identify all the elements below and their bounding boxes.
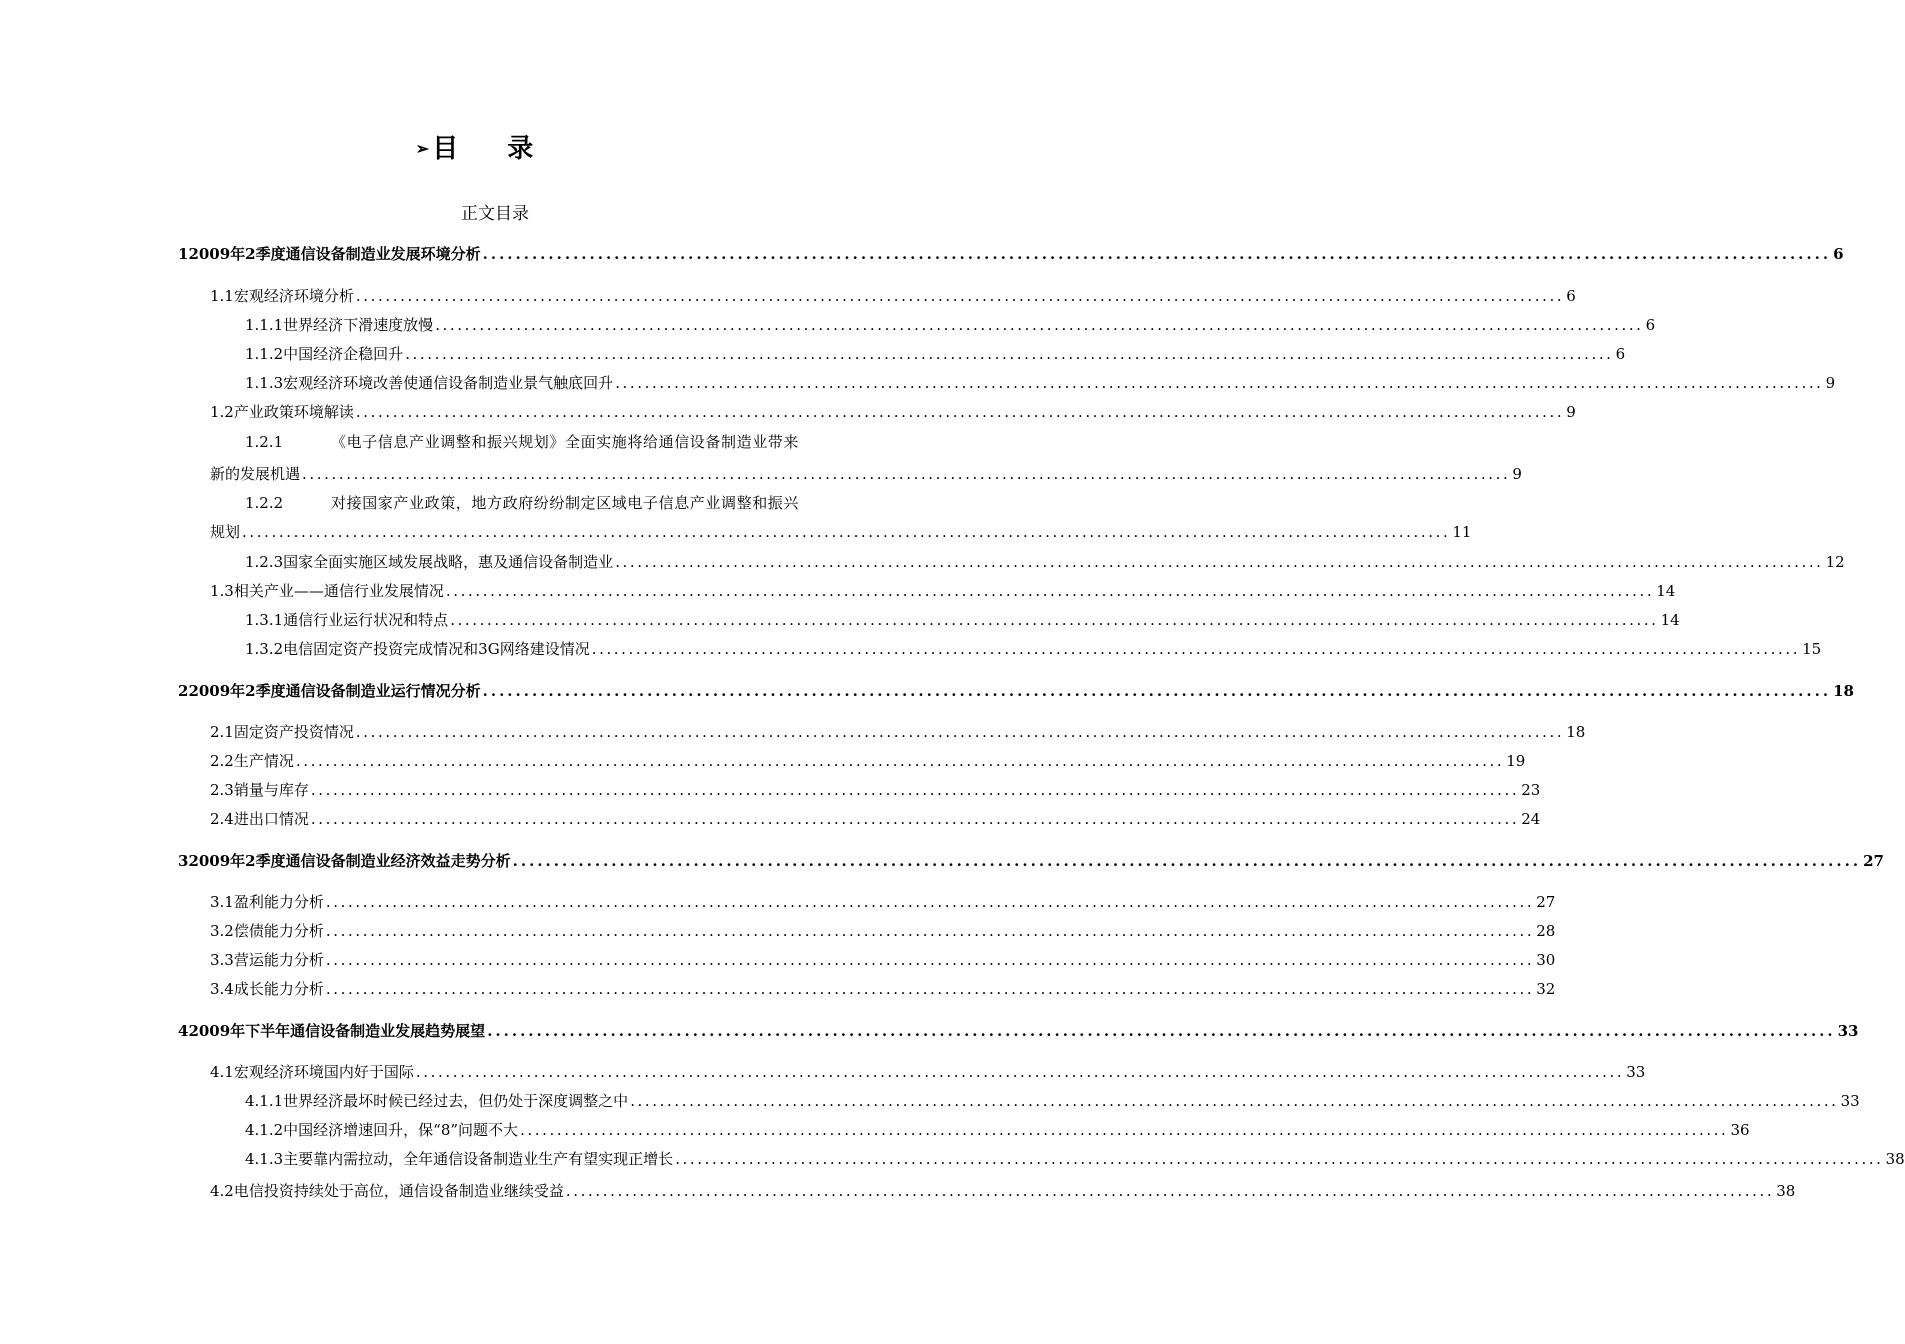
toc-entry-number: 4 — [178, 1022, 189, 1040]
toc-section-entry[interactable] — [245, 1119, 1750, 1141]
dot-leader: .................................................................................................................................................................... — [355, 287, 1565, 305]
toc-page-number: 6 — [1615, 345, 1626, 363]
toc-section-entry[interactable] — [245, 638, 1822, 660]
toc-entry-number: 4.1.3 — [245, 1150, 284, 1168]
toc-entry-line2[interactable] — [210, 521, 1472, 543]
dot-leader: .................................................................................................................................................................... — [242, 523, 1451, 541]
dot-leader: .................................................................................................................................................................... — [675, 1150, 1884, 1168]
toc-page-number: 9 — [1512, 465, 1522, 483]
title-char-1: 目 — [432, 134, 460, 164]
toc-page-number: 24 — [1521, 810, 1541, 828]
toc-entry-text: 主要靠内需拉动，全年通信设备制造业生产有望实现正增长 — [283, 1150, 674, 1168]
toc-entry-text: 电信固定资产投资完成情况和3G网络建设情况 — [283, 640, 590, 658]
toc-entry-number: 1 — [178, 245, 189, 263]
toc-section-entry[interactable] — [210, 808, 1541, 830]
dot-leader: .................................................................................................................................................................... — [302, 465, 1511, 483]
toc-chapter-entry[interactable] — [178, 1020, 1859, 1042]
toc-entry-text-cont: 新的发展机遇 — [210, 465, 301, 483]
toc-entry-text: 国家全面实施区域发展战略，惠及通信设备制造业 — [283, 553, 614, 571]
toc-entry-number: 2.4 — [210, 810, 234, 828]
toc-section-entry[interactable] — [210, 1061, 1646, 1083]
toc-entry-text: 中国经济增速回升，保“8”问题不大 — [283, 1121, 519, 1139]
toc-section-entry[interactable] — [245, 1090, 1860, 1112]
toc-section-entry[interactable] — [210, 401, 1576, 423]
toc-entry-number: 1.3 — [210, 582, 234, 600]
dot-leader: .................................................................................................................................................................... — [405, 345, 1614, 363]
toc-section-entry[interactable] — [210, 721, 1586, 743]
toc-entry-number: 2.3 — [210, 781, 234, 799]
toc-entry-line2[interactable] — [210, 463, 1522, 485]
toc-chapter-entry[interactable] — [178, 243, 1844, 265]
dot-leader: .................................................................................................................................................................... — [615, 374, 1824, 392]
toc-entry-number: 2 — [178, 682, 189, 700]
dot-leader: .................................................................................................................................................................... — [482, 245, 1832, 263]
dot-leader: .................................................................................................................................................................... — [310, 781, 1520, 799]
toc-section-entry[interactable] — [245, 343, 1626, 365]
toc-page-number: 33 — [1840, 1092, 1860, 1110]
toc-page-number: 38 — [1776, 1182, 1796, 1200]
toc-entry-number: 3.3 — [210, 951, 234, 969]
toc-entry-number: 1.2.3 — [245, 553, 284, 571]
toc-entry-text-cont: 规划 — [210, 523, 241, 541]
toc-entry-number: 4.1 — [210, 1063, 234, 1081]
toc-page-number: 27 — [1536, 893, 1556, 911]
toc-section-entry[interactable] — [210, 779, 1541, 801]
toc-entry-text: 宏观经济环境国内好于国际 — [233, 1063, 414, 1081]
toc-page-number: 28 — [1536, 922, 1556, 940]
dot-leader: .................................................................................................................................................................... — [325, 893, 1535, 911]
toc-chapter-entry[interactable] — [178, 850, 1884, 872]
toc-section-entry[interactable] — [210, 978, 1556, 1000]
toc-section-entry[interactable] — [245, 1148, 1905, 1170]
toc-section-entry[interactable] — [210, 891, 1556, 913]
toc-entry-text: 通信行业运行状况和特点 — [283, 611, 449, 629]
toc-entry-text: 世界经济下滑速度放慢 — [283, 316, 434, 334]
toc-entry-number: 4.2 — [210, 1182, 234, 1200]
toc-page-number: 6 — [1833, 245, 1844, 263]
toc-entry-line1[interactable] — [245, 431, 799, 453]
toc-section-entry[interactable] — [245, 314, 1656, 336]
toc-entry-text: 2009年2季度通信设备制造业经济效益走势分析 — [188, 852, 511, 870]
dot-leader: .................................................................................................................................................................... — [591, 640, 1801, 658]
toc-page-number: 27 — [1863, 852, 1884, 870]
toc-subtitle: 正文目录 — [461, 204, 529, 224]
toc-entry-text: 世界经济最坏时候已经过去，但仍处于深度调整之中 — [283, 1092, 629, 1110]
toc-section-entry[interactable] — [245, 372, 1836, 394]
toc-title — [0, 128, 950, 165]
toc-entry-number: 3 — [178, 852, 189, 870]
toc-page-number: 36 — [1730, 1121, 1750, 1139]
toc-entry-text: 2009年下半年通信设备制造业发展趋势展望 — [188, 1022, 486, 1040]
dot-leader: .................................................................................................................................................................... — [487, 1022, 1836, 1040]
toc-page-number: 14 — [1656, 582, 1676, 600]
toc-section-entry[interactable] — [245, 609, 1680, 631]
toc-entry-number: 1.1 — [210, 287, 234, 305]
toc-section-entry[interactable] — [210, 580, 1676, 602]
toc-section-entry[interactable] — [210, 750, 1526, 772]
toc-entry-text: 宏观经济环境改善使通信设备制造业景气触底回升 — [283, 374, 614, 392]
toc-entry-text: 2009年2季度通信设备制造业发展环境分析 — [188, 245, 481, 263]
toc-entry-number: 1.1.2 — [245, 345, 284, 363]
toc-section-entry[interactable] — [210, 1180, 1796, 1202]
toc-page-number: 30 — [1536, 951, 1556, 969]
toc-entry-text: 电信投资持续处于高位，通信设备制造业继续受益 — [233, 1182, 564, 1200]
toc-section-entry[interactable] — [210, 920, 1556, 942]
toc-page-number: 11 — [1452, 523, 1472, 541]
dot-leader: .................................................................................................................................................................... — [295, 752, 1505, 770]
toc-page-number: 15 — [1802, 640, 1822, 658]
toc-chapter-entry[interactable] — [178, 680, 1854, 702]
dot-leader: .................................................................................................................................................................... — [482, 682, 1832, 700]
toc-entry-number: 4.1.1 — [245, 1092, 284, 1110]
toc-entry-text: 2009年2季度通信设备制造业运行情况分析 — [188, 682, 481, 700]
toc-entry-text: 固定资产投资情况 — [233, 723, 354, 741]
dot-leader: .................................................................................................................................................................... — [325, 951, 1535, 969]
toc-section-entry[interactable] — [245, 551, 1845, 573]
dot-leader: .................................................................................................................................................................... — [355, 723, 1565, 741]
toc-entry-text: 进出口情况 — [233, 810, 309, 828]
toc-entry-text: 中国经济企稳回升 — [283, 345, 404, 363]
toc-entry-number: 3.1 — [210, 893, 234, 911]
dot-leader: .................................................................................................................................................................... — [415, 1063, 1625, 1081]
toc-page-number: 6 — [1566, 287, 1576, 305]
toc-entry-text: 偿债能力分析 — [233, 922, 324, 940]
toc-entry-text: 生产情况 — [233, 752, 294, 770]
toc-entry-number: 1.1.1 — [245, 316, 284, 334]
dot-leader: .................................................................................................................................................................... — [325, 980, 1535, 998]
dot-leader: .................................................................................................................................................................... — [630, 1092, 1839, 1110]
toc-page-number: 12 — [1825, 553, 1845, 571]
title-char-2: 录 — [507, 134, 535, 164]
toc-page-number: 19 — [1506, 752, 1526, 770]
toc-entry-number: 3.2 — [210, 922, 234, 940]
toc-entry-number: 2.2 — [210, 752, 234, 770]
toc-entry-number: 4.1.2 — [245, 1121, 284, 1139]
dot-leader: .................................................................................................................................................................... — [355, 403, 1565, 421]
toc-section-entry[interactable] — [210, 949, 1556, 971]
toc-page-number: 9 — [1825, 374, 1836, 392]
toc-entry-number: 1.2.1 — [245, 433, 284, 451]
toc-entry-number: 1.1.3 — [245, 374, 284, 392]
toc-entry-number: 2.1 — [210, 723, 234, 741]
toc-page-number: 9 — [1566, 403, 1576, 421]
dot-leader: .................................................................................................................................................................... — [615, 553, 1824, 571]
toc-page-number: 33 — [1837, 1022, 1859, 1040]
toc-entry-text: 成长能力分析 — [233, 980, 324, 998]
toc-entry-number: 1.2.2 — [245, 494, 284, 512]
toc-page-number: 32 — [1536, 980, 1556, 998]
toc-entry-line1[interactable] — [245, 492, 799, 514]
dot-leader: .................................................................................................................................................................... — [520, 1121, 1729, 1139]
arrow-bullet-icon: ➢ — [415, 139, 431, 158]
dot-leader: .................................................................................................................................................................... — [565, 1182, 1775, 1200]
dot-leader: .................................................................................................................................................................... — [512, 852, 1862, 870]
toc-page-number: 14 — [1660, 611, 1680, 629]
toc-entry-text: 宏观经济环境分析 — [233, 287, 354, 305]
toc-entry-number: 1.2 — [210, 403, 234, 421]
toc-section-entry[interactable] — [210, 285, 1576, 307]
toc-entry-number: 3.4 — [210, 980, 234, 998]
toc-page-number: 33 — [1626, 1063, 1646, 1081]
dot-leader: .................................................................................................................................................................... — [445, 582, 1655, 600]
toc-entry-text: 盈利能力分析 — [233, 893, 324, 911]
toc-page-number: 38 — [1885, 1150, 1905, 1168]
toc-entry-text: 相关产业——通信行业发展情况 — [233, 582, 444, 600]
toc-page-number: 18 — [1833, 682, 1854, 700]
toc-entry-text: 营运能力分析 — [233, 951, 324, 969]
toc-page-number: 23 — [1521, 781, 1541, 799]
dot-leader: .................................................................................................................................................................... — [310, 810, 1520, 828]
dot-leader: .................................................................................................................................................................... — [450, 611, 1659, 629]
toc-entry-text: 产业政策环境解读 — [233, 403, 354, 421]
toc-entry-number: 1.3.1 — [245, 611, 284, 629]
toc-page-number: 18 — [1566, 723, 1586, 741]
dot-leader: .................................................................................................................................................................... — [435, 316, 1644, 334]
toc-entry-text: 《电子信息产业调整和振兴规划》全面实施将给通信设备制造业带来 — [331, 433, 800, 451]
dot-leader: .................................................................................................................................................................... — [325, 922, 1535, 940]
toc-entry-text: 销量与库存 — [233, 781, 309, 799]
toc-entry-text: 对接国家产业政策，地方政府纷纷制定区域电子信息产业调整和振兴 — [331, 494, 800, 512]
toc-entry-number: 1.3.2 — [245, 640, 284, 658]
toc-page-number: 6 — [1645, 316, 1656, 334]
